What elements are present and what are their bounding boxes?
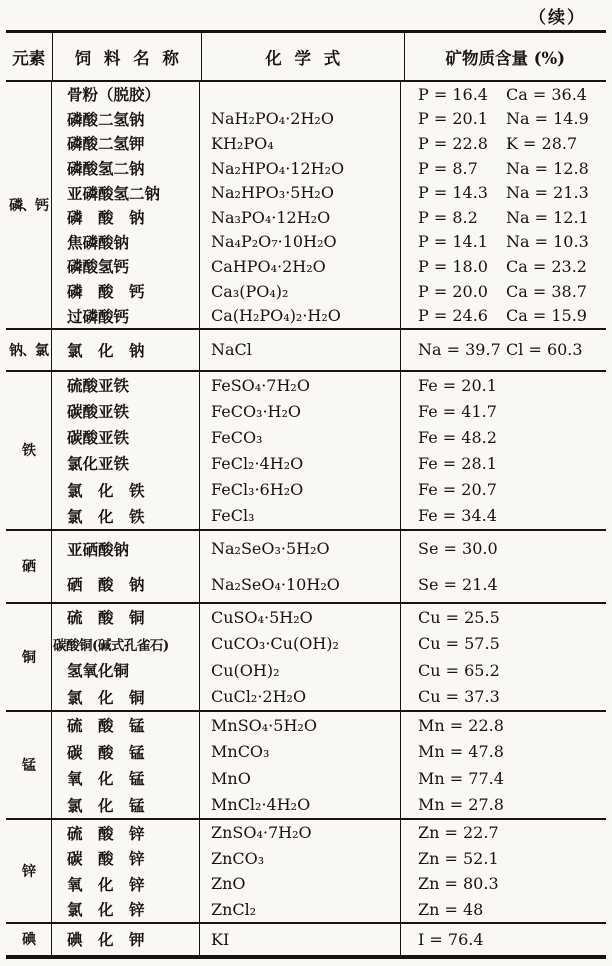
chemical-formula: Cu(OH)₂ [200,657,401,684]
mineral-value-2: Na = 14.9 [506,109,589,129]
chemical-formula: ZnCO₃ [200,845,401,871]
mineral-content [401,372,606,398]
chemical-formula: ZnO [200,871,401,897]
mineral-content [401,531,606,567]
table-row [52,604,606,631]
element-group [6,529,606,602]
table-row [52,683,606,710]
chemical-formula: MnO [200,765,401,792]
mineral-content [401,180,606,205]
element-group [6,818,606,922]
table-row [52,254,606,279]
feed-name: 磷酸二氢钾 [52,131,200,156]
feed-name: 氧 化 锰 [52,765,200,792]
header-mineral-content: 矿物质含量 (%) [445,48,566,68]
mineral-value-1: Zn = 80.3 [418,874,499,894]
mineral-feed-table [6,30,606,959]
mineral-content [401,107,606,132]
mineral-content [401,424,606,450]
table-row [52,820,606,846]
mineral-value-1: P = 22.8 [418,133,488,153]
chemical-formula: FeCl₃·6H₂O [200,477,401,503]
mineral-value-1: Mn = 22.8 [418,715,504,735]
feed-name: 氧 化 锌 [52,871,200,897]
feed-name: 碳 酸 锌 [52,845,200,871]
feed-name: 氯化亚铁 [52,450,200,476]
mineral-content [401,712,606,739]
mineral-content [401,566,606,602]
table-row [52,180,606,205]
table-header-row [6,33,606,82]
mineral-content [401,303,606,328]
chemical-formula: FeCl₂·4H₂O [200,450,401,476]
element-label: 钠、氯 [6,330,52,370]
table-row [52,503,606,529]
table-row [52,279,606,304]
feed-name: 硫酸亚铁 [52,372,200,398]
chemical-formula: CuCl₂·2H₂O [200,683,401,710]
mineral-value-2: Na = 12.8 [506,158,589,178]
mineral-value-1: Cu = 25.5 [418,607,500,627]
mineral-value-1: Fe = 28.1 [418,453,497,473]
mineral-content [401,254,606,279]
mineral-value-1: P = 18.0 [418,256,488,276]
element-group [6,82,606,328]
mineral-value-2: K = 28.7 [506,133,578,153]
table-row [52,791,606,818]
mineral-value-1: Mn = 47.8 [418,742,504,762]
feed-name: 硫 酸 铜 [52,604,200,631]
feed-name: 硒 酸 钠 [52,566,200,602]
table-row [52,303,606,328]
chemical-formula: NaH₂PO₄·2H₂O [200,107,401,132]
mineral-content [401,398,606,424]
feed-name: 亚硒酸钠 [52,531,200,567]
mineral-value-1: P = 24.6 [418,306,488,326]
feed-name: 焦磷酸钠 [52,230,200,255]
feed-name: 氯 化 钠 [52,330,200,370]
group-rows [52,712,606,818]
chemical-formula: Na₂HPO₄·12H₂O [200,156,401,181]
feed-name: 骨粉（脱胶） [52,82,200,107]
mineral-value-1: Cu = 57.5 [418,634,500,654]
feed-name: 磷酸氢二钠 [52,156,200,181]
mineral-value-2: Na = 21.3 [506,183,589,203]
mineral-content [401,131,606,156]
mineral-content [401,896,606,922]
table-row [52,372,606,398]
table-row [52,738,606,765]
table-body [6,82,606,955]
mineral-content [401,450,606,476]
element-label: 锰 [6,712,52,818]
table-row [52,630,606,657]
chemical-formula [200,82,401,107]
element-label: 磷、钙 [6,82,52,328]
table-row [52,566,606,602]
chemical-formula: NaCl [200,330,401,370]
group-rows [52,330,606,370]
mineral-value-2: Cl = 60.3 [506,340,583,360]
chemical-formula: Na₄P₂O₇·10H₂O [200,230,401,255]
table-row [52,871,606,897]
mineral-value-1: Cu = 65.2 [418,660,500,680]
mineral-value-1: Se = 21.4 [418,574,498,594]
mineral-value-1: Fe = 20.7 [418,480,497,500]
header-chemical-formula: 化 学 式 [202,33,405,80]
group-rows [52,820,606,922]
mineral-content [401,82,606,107]
feed-name: 碘 化 钾 [52,924,200,955]
mineral-value-1: I = 76.4 [418,929,484,949]
feed-name: 氯 化 铁 [52,503,200,529]
table-row [52,657,606,684]
feed-name: 氯 化 铁 [52,477,200,503]
feed-name: 碳酸亚铁 [52,424,200,450]
mineral-content [401,205,606,230]
mineral-value-1: P = 14.1 [418,232,488,252]
chemical-formula: CaHPO₄·2H₂O [200,254,401,279]
element-label: 碘 [6,924,52,955]
mineral-value-1: Fe = 48.2 [418,427,497,447]
chemical-formula: FeSO₄·7H₂O [200,372,401,398]
mineral-value-1: Zn = 22.7 [418,823,499,843]
table-row [52,712,606,739]
mineral-value-2: Ca = 15.9 [506,306,587,326]
chemical-formula: Na₂HPO₃·5H₂O [200,180,401,205]
mineral-content [401,330,606,370]
feed-name: 亚磷酸氢二钠 [52,180,200,205]
element-group [6,922,606,955]
mineral-content [401,683,606,710]
feed-name: 硫 酸 锰 [52,712,200,739]
mineral-value-1: P = 8.7 [418,158,478,178]
element-group [6,328,606,370]
mineral-value-1: P = 16.4 [418,84,488,104]
mineral-content [401,477,606,503]
chemical-formula: KH₂PO₄ [200,131,401,156]
table-row [52,450,606,476]
mineral-value-2: Ca = 23.2 [506,256,587,276]
mineral-content [401,820,606,846]
mineral-value-2: Ca = 38.7 [506,281,587,301]
chemical-formula: MnCl₂·4H₂O [200,791,401,818]
mineral-value-1: Fe = 20.1 [418,375,497,395]
feed-name: 过磷酸钙 [52,303,200,328]
mineral-content [401,630,606,657]
mineral-value-2: Na = 10.3 [506,232,589,252]
mineral-content [401,765,606,792]
feed-name: 氢氧化铜 [52,657,200,684]
mineral-value-1: Zn = 52.1 [418,848,499,868]
mineral-content [401,604,606,631]
feed-name: 氯 化 铜 [52,683,200,710]
chemical-formula: FeCO₃·H₂O [200,398,401,424]
mineral-value-1: Mn = 77.4 [418,768,504,788]
element-label: 铜 [6,604,52,710]
group-rows [52,924,606,955]
table-row [52,107,606,132]
table-row [52,230,606,255]
chemical-formula: FeCl₃ [200,503,401,529]
table-row [52,924,606,955]
table-row [52,156,606,181]
feed-name: 磷 酸 钠 [52,205,200,230]
mineral-value-1: Fe = 41.7 [418,401,497,421]
continued-label: （续） [529,8,586,28]
mineral-value-2: Ca = 36.4 [506,84,587,104]
header-element: 元素 [6,33,53,80]
mineral-value-1: Se = 30.0 [418,539,498,559]
chemical-formula: Ca(H₂PO₄)₂·H₂O [200,303,401,328]
table-row [52,896,606,922]
table-row [52,424,606,450]
table-row [52,845,606,871]
chemical-formula: Ca₃(PO₄)₂ [200,279,401,304]
element-group [6,710,606,818]
table-row [52,531,606,567]
feed-name: 碳酸铜(碱式孔雀石) [52,630,200,657]
mineral-value-1: Zn = 48 [418,899,484,919]
group-rows [52,531,606,602]
table-row [52,398,606,424]
mineral-value-1: P = 20.1 [418,109,488,129]
chemical-formula: MnSO₄·5H₂O [200,712,401,739]
group-rows [52,82,606,328]
mineral-value-1: P = 8.2 [418,207,478,227]
mineral-content [401,845,606,871]
table-row [52,765,606,792]
mineral-value-2: Na = 12.1 [506,207,589,227]
mineral-value-1: Fe = 34.4 [418,506,497,526]
table-row [52,477,606,503]
chemical-formula: MnCO₃ [200,738,401,765]
chemical-formula: CuCO₃·Cu(OH)₂ [200,630,401,657]
feed-name: 氯 化 锰 [52,791,200,818]
element-label: 锌 [6,820,52,922]
feed-name: 磷酸氢钙 [52,254,200,279]
feed-name: 氯 化 锌 [52,896,200,922]
chemical-formula: ZnSO₄·7H₂O [200,820,401,846]
mineral-value-1: Na = 39.7 [418,340,501,360]
mineral-content [401,738,606,765]
chemical-formula: Na₃PO₄·12H₂O [200,205,401,230]
header-feed-name: 饲 料 名 称 [53,33,203,80]
mineral-value-1: Mn = 27.8 [418,795,504,815]
element-group [6,370,606,529]
chemical-formula: FeCO₃ [200,424,401,450]
feed-name: 磷 酸 钙 [52,279,200,304]
group-rows [52,372,606,529]
mineral-value-1: P = 14.3 [418,183,488,203]
element-label: 铁 [6,372,52,529]
table-row [52,82,606,107]
feed-name: 碳 酸 锰 [52,738,200,765]
mineral-content [401,230,606,255]
table-row [52,205,606,230]
mineral-content [401,279,606,304]
mineral-content [401,156,606,181]
feed-name: 碳酸亚铁 [52,398,200,424]
mineral-value-1: P = 20.0 [418,281,488,301]
mineral-content [401,503,606,529]
chemical-formula: Na₂SeO₃·5H₂O [200,531,401,567]
element-label: 硒 [6,531,52,602]
table-row [52,131,606,156]
table-row [52,330,606,370]
mineral-content [401,791,606,818]
feed-name: 硫 酸 锌 [52,820,200,846]
chemical-formula: CuSO₄·5H₂O [200,604,401,631]
mineral-content [401,924,606,955]
group-rows [52,604,606,710]
chemical-formula: KI [200,924,401,955]
mineral-content [401,871,606,897]
mineral-content [401,657,606,684]
chemical-formula: Na₂SeO₄·10H₂O [200,566,401,602]
feed-name: 磷酸二氢钠 [52,107,200,132]
chemical-formula: ZnCl₂ [200,896,401,922]
mineral-value-1: Cu = 37.3 [418,687,500,707]
element-group [6,602,606,710]
